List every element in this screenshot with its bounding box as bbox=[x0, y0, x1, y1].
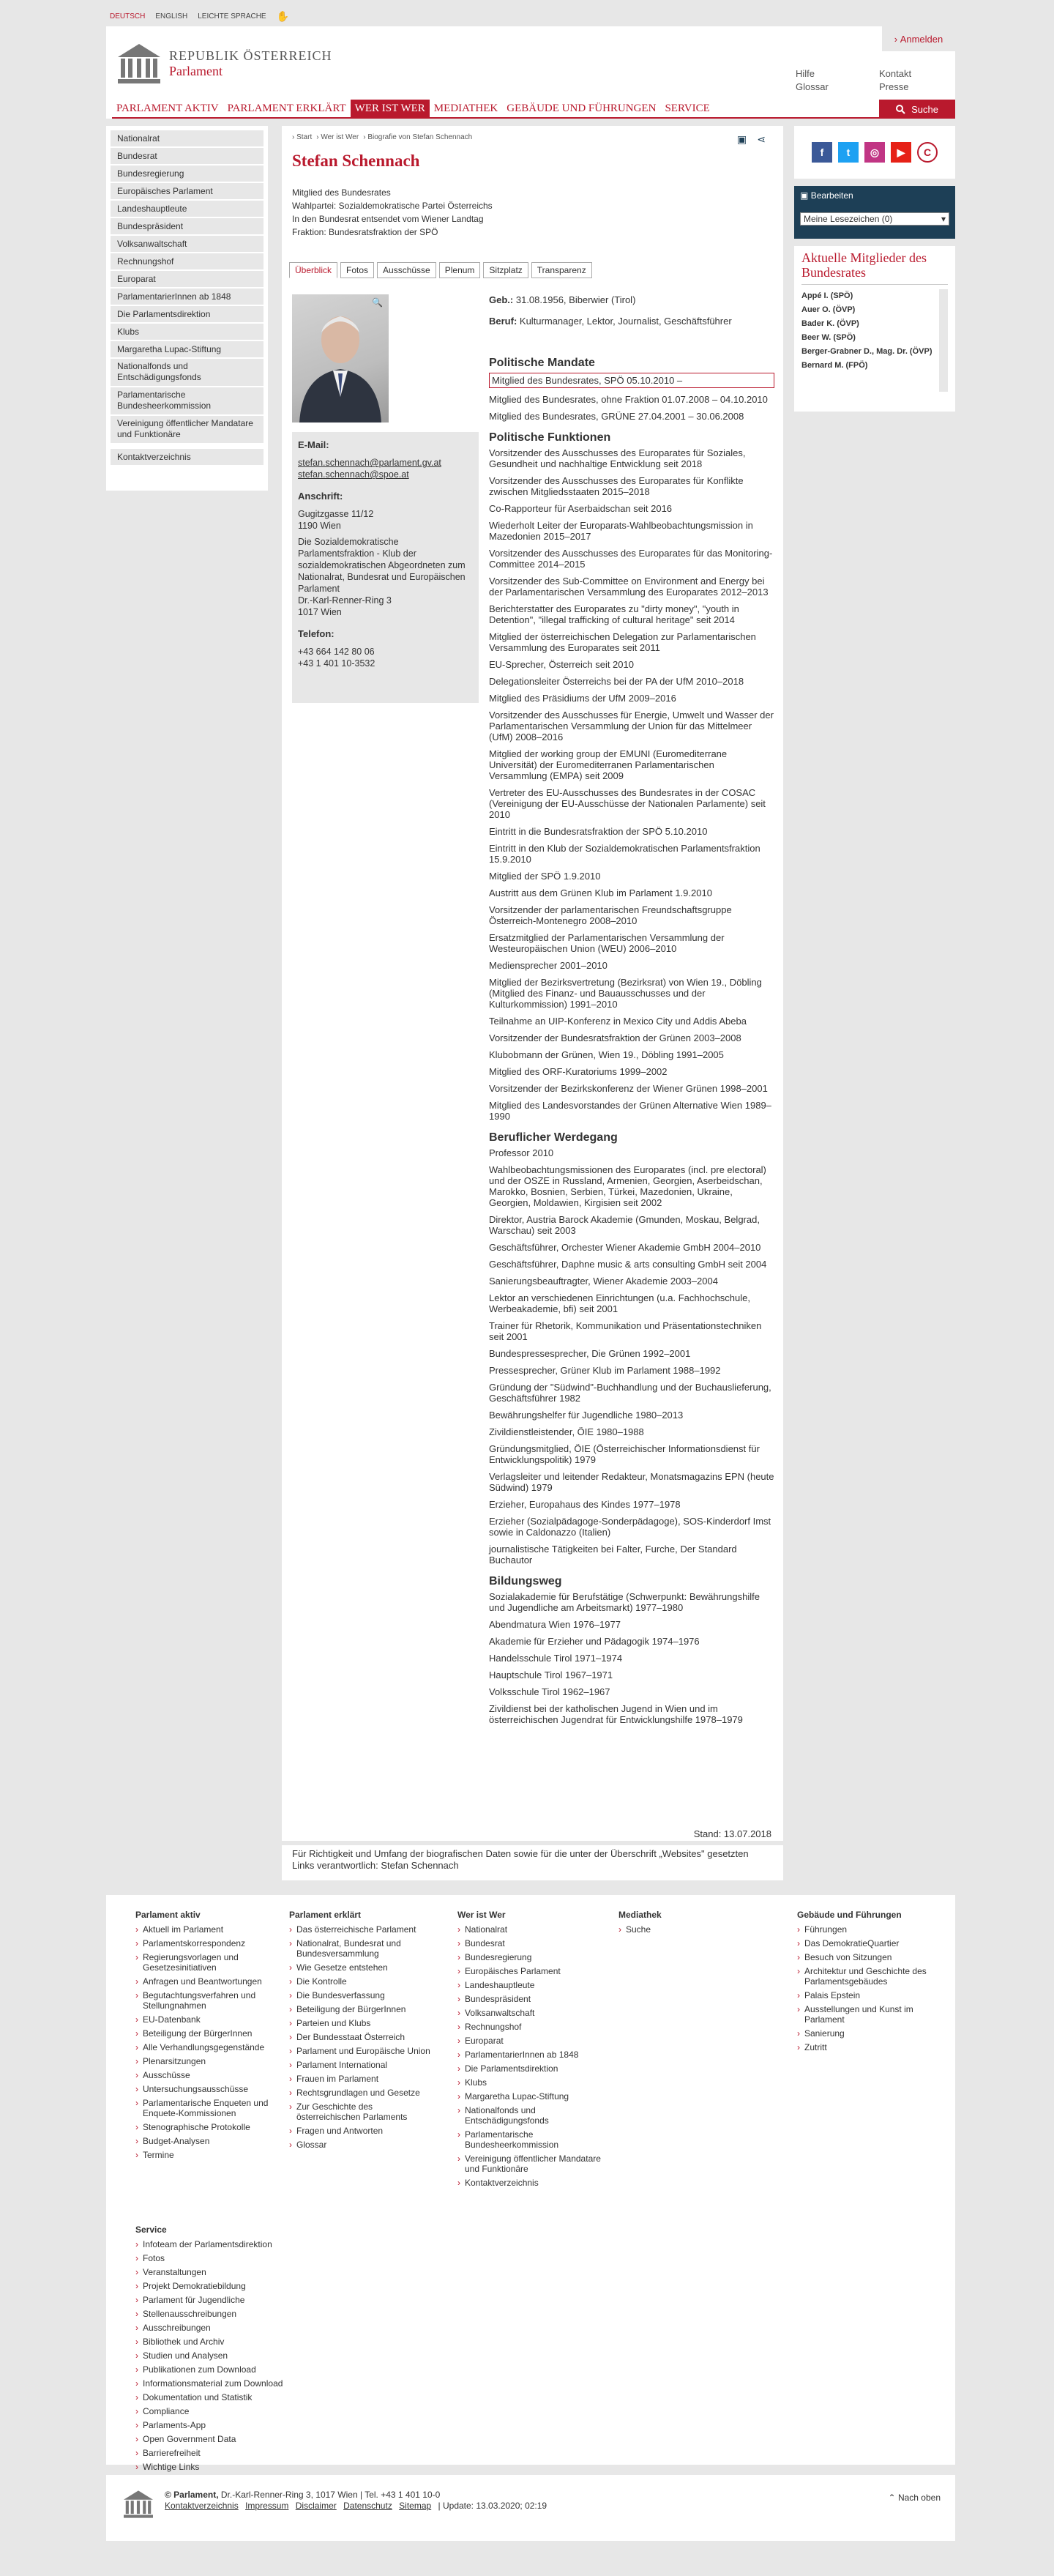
breadcrumb-item: › Biografie von Stefan Schennach bbox=[363, 133, 473, 141]
footer-link[interactable]: › Barrierefreiheit bbox=[135, 2448, 296, 2458]
function-item: Klubobmann der Grünen, Wien 19., Döbling 1991–2005 bbox=[489, 1049, 724, 1060]
edit-box bbox=[794, 186, 955, 239]
footer-link[interactable]: › Ausschüsse bbox=[135, 2070, 282, 2080]
address-line: 1190 Wien bbox=[298, 521, 341, 531]
header bbox=[106, 26, 955, 119]
job-value: Kulturmanager, Lektor, Journalist, Geschäftsführer bbox=[519, 316, 732, 327]
career-item: Geschäftsführer, Orchester Wiener Akademie GmbH 2004–2010 bbox=[489, 1242, 761, 1253]
members-title: Aktuelle Mitglieder des Bundesrates bbox=[801, 250, 948, 285]
career-item: Wahlbeobachtungsmissionen des Europarates (incl. pre electoral) und der OSZE in Russland, Armenien, Georgien, Aserbeidschan, Marokko, Bosnien, Serbien, Türkei, Mazedonien, Ukraine, Georgien, Moldawien, Kirgisien seit 2002 bbox=[489, 1164, 766, 1208]
contact-link[interactable]: Kontakt bbox=[879, 68, 912, 79]
footer-link[interactable]: › Anfragen und Beantwortungen bbox=[135, 1976, 282, 1987]
address-label: Anschrift: bbox=[298, 491, 343, 502]
address-line: Dr.-Karl-Renner-Ring 3, 1017 Wien | Tel. +43 1 401 10-0 bbox=[220, 2490, 441, 2500]
function-item: EU-Sprecher, Österreich seit 2010 bbox=[489, 659, 634, 670]
member-item[interactable]: Berger-Grabner D., Mag. Dr. (ÖVP) bbox=[801, 347, 932, 356]
sidebar-item[interactable]: Europarat bbox=[111, 271, 264, 287]
footer-link[interactable]: › Parteien und Klubs bbox=[289, 2018, 436, 2028]
service-links-2 bbox=[879, 67, 911, 94]
education-item: Akademie für Erzieher und Pädagogik 1974–1976 bbox=[489, 1636, 700, 1647]
sidebar-item[interactable]: Nationalfonds und Entschädigungsfonds bbox=[111, 359, 264, 386]
function-item: Mitglied der working group der EMUNI (Euromediterrane Universität) der Euromediterranen Parlamentarischen Versammlung (EMPA) seit 2009 bbox=[489, 748, 728, 781]
app-icon[interactable]: C bbox=[917, 142, 938, 163]
career-item: Direktor, Austria Barock Akademie (Gmunden, Moskau, Belgrad, Warschau) seit 2003 bbox=[489, 1214, 760, 1236]
footer-link[interactable]: › Ausstellungen und Kunst im Parlament bbox=[797, 2004, 943, 2025]
link-privacy[interactable]: Datenschutz bbox=[343, 2501, 392, 2511]
career-item: Sanierungsbeauftragter, Wiener Akademie 2003–2004 bbox=[489, 1276, 718, 1287]
footer-link[interactable]: › Europäisches Parlament bbox=[457, 1966, 604, 1976]
footer-link[interactable]: › Fragen und Antworten bbox=[289, 2126, 436, 2136]
biography bbox=[489, 294, 774, 1731]
sidebar-item[interactable]: Landeshauptleute bbox=[111, 201, 264, 217]
footer-col-aktiv bbox=[135, 1910, 282, 2164]
footer-link[interactable]: › Aktuell im Parlament bbox=[135, 1924, 282, 1935]
reading-list-value: Meine Lesezeichen (0) bbox=[804, 214, 893, 224]
functions-heading: Politische Funktionen bbox=[489, 431, 611, 444]
footer-link[interactable]: › Parlament für Jugendliche bbox=[135, 2295, 296, 2305]
update-date: | Update: 13.03.2020; 02:19 bbox=[438, 2501, 547, 2511]
footer-link[interactable]: › Suche bbox=[618, 1924, 765, 1935]
footer-link[interactable]: › EU-Datenbank bbox=[135, 2014, 282, 2025]
sidebar-item[interactable]: Volksanwaltschaft bbox=[111, 236, 264, 252]
function-item: Eintritt in den Klub der Sozialdemokratischen Parlamentsfraktion 15.9.2010 bbox=[489, 843, 760, 865]
function-item: Wiederholt Leiter der Europarats-Wahlbeobachtungsmission in Mazedonien 2015–2017 bbox=[489, 520, 753, 542]
email-link[interactable]: stefan.schennach@spoe.at bbox=[298, 469, 409, 480]
footer-link[interactable]: › Parlaments-App bbox=[135, 2420, 296, 2430]
footer-link[interactable]: › Publikationen zum Download bbox=[135, 2364, 296, 2375]
intro-line: Mitglied des Bundesrates bbox=[292, 187, 391, 198]
career-item: Gründung der "Südwind"-Buchhandlung und der Buchauslieferung, Geschäftsführer 1982 bbox=[489, 1382, 771, 1404]
mandate-heading: Politische Mandate bbox=[489, 357, 595, 369]
footer-link[interactable]: › Nationalrat bbox=[457, 1924, 604, 1935]
back-to-top-label: Nach oben bbox=[897, 2493, 941, 2503]
service-links-1 bbox=[796, 67, 829, 94]
footer-link[interactable]: › Besuch von Sitzungen bbox=[797, 1952, 943, 1962]
footer-link[interactable]: › Veranstaltungen bbox=[135, 2267, 296, 2277]
footer-link[interactable]: › Architektur und Geschichte des Parlamentsgebäudes bbox=[797, 1966, 943, 1987]
footer-link[interactable]: › Sanierung bbox=[797, 2028, 943, 2039]
reading-list-select[interactable] bbox=[800, 212, 949, 226]
born-label: Geb.: bbox=[489, 294, 514, 305]
function-item: Mediensprecher 2001–2010 bbox=[489, 960, 608, 971]
function-item: Eintritt in die Bundesratsfraktion der SPÖ 5.10.2010 bbox=[489, 826, 708, 837]
footer-link[interactable]: › Informationsmaterial zum Download bbox=[135, 2378, 296, 2389]
footer-links bbox=[289, 1924, 436, 2150]
footer-link[interactable]: › Bibliothek und Archiv bbox=[135, 2337, 296, 2347]
login-button[interactable] bbox=[882, 26, 955, 51]
breadcrumb-item[interactable]: › Start bbox=[292, 133, 313, 141]
born-value: 31.08.1956, Biberwier (Tirol) bbox=[515, 294, 636, 305]
breadcrumb-label: Biografie von Stefan Schennach bbox=[367, 133, 473, 141]
job-label: Beruf: bbox=[489, 316, 517, 327]
nav-parlament-erklaert[interactable]: PARLAMENT ERKLÄRT bbox=[227, 103, 346, 114]
career-heading: Beruflicher Werdegang bbox=[489, 1131, 618, 1144]
mandate-item: Mitglied des Bundesrates, SPÖ 05.10.2010 – bbox=[489, 373, 774, 388]
footer-link[interactable]: › Alle Verhandlungsgegenstände bbox=[135, 2042, 282, 2052]
footer-link[interactable]: › Vereinigung öffentlicher Mandatare und Funktionäre bbox=[457, 2154, 604, 2174]
career-item: Lektor an verschiedenen Einrichtungen (u.a. Fachhochschule, Werbeakademie, bfi) seit 2001 bbox=[489, 1292, 750, 1314]
footer-link[interactable]: › Studien und Analysen bbox=[135, 2350, 296, 2361]
sidebar-item[interactable]: Bundespräsident bbox=[111, 218, 264, 234]
tab-plenum[interactable]: Plenum bbox=[439, 262, 481, 278]
functions-list bbox=[489, 447, 774, 1122]
career-item: Pressesprecher, Grüner Klub im Parlament 1988–1992 bbox=[489, 1365, 721, 1376]
education-item: Sozialakademie für Berufstätige (Schwerpunkt: Bewährungshilfe und Jugendliche am Arbeitsmarkt) 1977–1980 bbox=[489, 1591, 760, 1613]
education-item: Hauptschule Tirol 1967–1971 bbox=[489, 1669, 613, 1680]
sign-language-icon[interactable]: ✋ bbox=[276, 10, 290, 22]
function-item: Vorsitzender des Ausschusses für Energie, Umwelt und Wasser der Parlamentarischen Versammlung der Union für das Mittelmeer (UfM) 2008–2016 bbox=[489, 710, 774, 742]
stand-date: Stand: 13.07.2018 bbox=[693, 1828, 771, 1839]
career-item: Geschäftsführer, Daphne music & arts consulting GmbH seit 2004 bbox=[489, 1259, 767, 1270]
footer-links bbox=[797, 1924, 943, 2052]
lang-deutsch[interactable]: DEUTSCH bbox=[110, 12, 146, 21]
function-item: Mitglied des Landesvorstandes der Grünen Alternative Wien 1989–1990 bbox=[489, 1100, 771, 1122]
function-item: Mitglied des ORF-Kuratoriums 1999–2002 bbox=[489, 1066, 668, 1077]
function-item: Ersatzmitglied der Parlamentarischen Versammlung der Westeuropäischen Union (WEU) 2006–2010 bbox=[489, 932, 725, 954]
instagram-icon[interactable]: ◎ bbox=[864, 142, 885, 163]
lang-english[interactable]: ENGLISH bbox=[155, 12, 188, 21]
nav-mediathek[interactable]: MEDIATHEK bbox=[433, 103, 498, 114]
footer-links bbox=[618, 1924, 765, 1935]
career-item: Bundespressesprecher, Die Grünen 1992–2001 bbox=[489, 1348, 691, 1359]
responsibility-note: Für Richtigkeit und Umfang der biografischen Daten sowie für die unter der Überschrift „Websites" gesetzten Links verantwortlich: Stefan Schennach bbox=[282, 1845, 783, 1880]
glossary-link[interactable]: Glossar bbox=[796, 81, 829, 92]
breadcrumb-label: Wer ist Wer bbox=[321, 133, 359, 141]
job-line bbox=[489, 316, 774, 327]
career-item: Bewährungshelfer für Jugendliche 1980–2013 bbox=[489, 1410, 684, 1421]
footer-col-gebaeude bbox=[797, 1910, 943, 2056]
function-item: Vorsitzender der parlamentarischen Freundschaftsgruppe Österreich-Montenegro 2008–2010 bbox=[489, 904, 732, 926]
logo-line2: Parlament bbox=[169, 64, 223, 78]
social-box bbox=[794, 126, 955, 179]
footer-link[interactable]: › Stellenausschreibungen bbox=[135, 2309, 296, 2319]
education-list bbox=[489, 1591, 774, 1725]
footer-link[interactable]: › Palais Epstein bbox=[797, 1990, 943, 2000]
main-content bbox=[282, 126, 783, 1841]
phone-label: Telefon: bbox=[298, 628, 334, 639]
member-item[interactable]: Beer W. (SPÖ) bbox=[801, 333, 856, 342]
sidebar-item[interactable]: Kontaktverzeichnis bbox=[111, 449, 264, 465]
footer-link[interactable]: › Begutachtungsverfahren und Stellungnahmen bbox=[135, 1990, 282, 2011]
career-item: Trainer für Rhetorik, Kommunikation und Präsentationstechniken seit 2001 bbox=[489, 1320, 762, 1342]
footer-link[interactable]: › Zur Geschichte des österreichischen Parlaments bbox=[289, 2102, 436, 2122]
search-icon bbox=[896, 105, 905, 114]
login-label: Anmelden bbox=[900, 33, 943, 45]
facebook-icon[interactable]: f bbox=[812, 142, 832, 163]
footer-link[interactable]: › Das österreichische Parlament bbox=[289, 1924, 436, 1935]
function-item: Vorsitzender des Ausschusses des Europarates für das Monitoring-Committee 2014–2015 bbox=[489, 548, 773, 570]
footer-link[interactable]: › Plenarsitzungen bbox=[135, 2056, 282, 2066]
footer-col-service bbox=[135, 2225, 296, 2476]
tabs bbox=[289, 262, 592, 278]
link-disclaimer[interactable]: Disclaimer bbox=[295, 2501, 337, 2511]
footer-link[interactable]: › Rechtsgrundlagen und Gesetze bbox=[289, 2088, 436, 2098]
sidebar-item[interactable]: Nationalrat bbox=[111, 130, 264, 146]
footer-link[interactable]: › Parlament und Europäische Union bbox=[289, 2046, 436, 2056]
footer-link[interactable]: › Termine bbox=[135, 2150, 282, 2160]
footer-link[interactable]: › Bundespräsident bbox=[457, 1994, 604, 2004]
education-item: Volksschule Tirol 1962–1967 bbox=[489, 1686, 610, 1697]
footer-col-erklaert bbox=[289, 1910, 436, 2154]
phone-number: +43 664 142 80 06 bbox=[298, 647, 375, 657]
footer-link[interactable]: › Bundesrat bbox=[457, 1938, 604, 1948]
footer-link[interactable]: › Die Bundesverfassung bbox=[289, 1990, 436, 2000]
footer-link[interactable]: › Die Parlamentsdirektion bbox=[457, 2063, 604, 2074]
function-item: Vorsitzender des Ausschusses des Europarates für Konflikte zwischen Mitgliedsstaaten 2015–2018 bbox=[489, 475, 744, 497]
footer-link[interactable]: › Parlamentarische Enqueten und Enquete-Kommissionen bbox=[135, 2098, 282, 2118]
email-link[interactable]: stefan.schennach@parlament.gv.at bbox=[298, 458, 441, 468]
footer-col-title: Parlament aktiv bbox=[135, 1910, 201, 1920]
sidebar-item[interactable]: Klubs bbox=[111, 324, 264, 340]
function-item: Mitglied der österreichischen Delegation zur Parlamentarischen Versammlung des Europarates seit 2011 bbox=[489, 631, 756, 653]
career-list bbox=[489, 1147, 774, 1566]
function-item: Vertreter des EU-Ausschusses des Bundesrates in der COSAC (Vereinigung der EU-Ausschüsse der Nationalen Parlamente) seit 2010 bbox=[489, 787, 766, 820]
members-box bbox=[794, 246, 955, 412]
member-item[interactable]: Bader K. (ÖVP) bbox=[801, 319, 859, 328]
footer-link[interactable]: › Ausschreibungen bbox=[135, 2323, 296, 2333]
tab-committees[interactable]: Ausschüsse bbox=[377, 262, 436, 278]
intro-line: In den Bundesrat entsendet vom Wiener Landtag bbox=[292, 214, 484, 224]
tab-seat[interactable]: Sitzplatz bbox=[483, 262, 528, 278]
nav-service[interactable]: SERVICE bbox=[665, 103, 710, 114]
footer-link[interactable]: › Fotos bbox=[135, 2253, 296, 2263]
mandate-list bbox=[489, 373, 774, 422]
function-item: Vorsitzender des Sub-Committee on Environment and Energy bei der Parlamentarischen Versammlung des Europarates 2012–2013 bbox=[489, 576, 769, 598]
function-item: Mitglied der Bezirksvertretung (Bezirksrat) von Wien 19., Döbling (Mitglied des Finanz- und Bauausschusses und der Kulturkommission) 1991–2010 bbox=[489, 977, 762, 1010]
sidebar-item[interactable]: Vereinigung öffentlicher Mandatare und Funktionäre bbox=[111, 416, 264, 443]
right-sidebar bbox=[794, 126, 955, 412]
footer-link[interactable]: › Zutritt bbox=[797, 2042, 943, 2052]
footer-link[interactable]: › Volksanwaltschaft bbox=[457, 2008, 604, 2018]
footer-link[interactable]: › Landeshauptleute bbox=[457, 1980, 604, 1990]
career-item: Professor 2010 bbox=[489, 1147, 554, 1158]
footer-col-title: Mediathek bbox=[618, 1910, 662, 1920]
footer-link[interactable]: › Wie Gesetze entstehen bbox=[289, 1962, 436, 1973]
parliament-logo-icon bbox=[116, 42, 162, 85]
footer-link[interactable]: › Stenographische Protokolle bbox=[135, 2122, 282, 2132]
footer-link[interactable]: › Nationalfonds und Entschädigungsfonds bbox=[457, 2105, 604, 2126]
footer-link[interactable]: › Glossar bbox=[289, 2140, 436, 2150]
sidebar-item[interactable]: Parlamentarische Bundesheerkommission bbox=[111, 387, 264, 414]
career-item: journalistische Tätigkeiten bei Falter, Furche, Der Standard Buchautor bbox=[489, 1544, 737, 1566]
footer-links bbox=[135, 1924, 282, 2160]
twitter-icon[interactable]: t bbox=[838, 142, 859, 163]
contact-box bbox=[292, 432, 479, 703]
footer-link[interactable]: › Open Government Data bbox=[135, 2434, 296, 2444]
zoom-icon[interactable]: 🔍 bbox=[372, 297, 383, 308]
function-item: Vorsitzender des Ausschusses des Europarates für Soziales, Gesundheit und nachhaltige Entwicklung seit 2018 bbox=[489, 447, 746, 469]
footer-col-title: Parlament erklärt bbox=[289, 1910, 362, 1920]
function-item: Vorsitzender der Bundesratsfraktion der Grünen 2003–2008 bbox=[489, 1032, 741, 1043]
tab-overview[interactable]: Überblick bbox=[289, 262, 337, 278]
logo[interactable] bbox=[116, 42, 332, 85]
intro-line: Fraktion: Bundesratsfraktion der SPÖ bbox=[292, 227, 438, 237]
footer-link[interactable]: › Parlamentarische Bundesheerkommission bbox=[457, 2129, 604, 2150]
sidebar-item[interactable]: Bundesregierung bbox=[111, 165, 264, 182]
address-line: Die Sozialdemokratische Parlamentsfraktion - Klub der sozialdemokratischen Abgeordneten zum Nationalrat, Bundesrat und Europäischen Parlament bbox=[298, 537, 466, 594]
footer-link[interactable]: › Führungen bbox=[797, 1924, 943, 1935]
function-item: Austritt aus dem Grünen Klub im Parlament 1.9.2010 bbox=[489, 887, 712, 898]
footer-link[interactable]: › Die Kontrolle bbox=[289, 1976, 436, 1987]
link-imprint[interactable]: Impressum bbox=[245, 2501, 289, 2511]
back-to-top[interactable] bbox=[889, 2493, 941, 2503]
nav-wer-ist-wer[interactable]: WER IST WER bbox=[351, 100, 430, 117]
footer-link[interactable]: › Das DemokratieQuartier bbox=[797, 1938, 943, 1948]
education-item: Abendmatura Wien 1976–1977 bbox=[489, 1619, 621, 1630]
footer-address bbox=[165, 2490, 547, 2512]
member-item[interactable]: Auer O. (ÖVP) bbox=[801, 305, 856, 314]
members-list[interactable] bbox=[801, 289, 948, 392]
chevron-right-icon: › bbox=[894, 33, 900, 45]
bottom-bar bbox=[106, 2475, 955, 2541]
footer-col-title: Gebäude und Führungen bbox=[797, 1910, 902, 1920]
portrait-photo[interactable] bbox=[292, 294, 389, 422]
footer-link[interactable]: › Europarat bbox=[457, 2036, 604, 2046]
footer-link[interactable]: › Beteiligung der BürgerInnen bbox=[135, 2028, 282, 2039]
breadcrumb-label: Start bbox=[296, 133, 313, 141]
bookmark-icon[interactable]: ▣ bbox=[737, 133, 747, 145]
legal-links bbox=[165, 2501, 547, 2512]
footer-link[interactable]: › Der Bundesstaat Österreich bbox=[289, 2032, 436, 2042]
page-title: Stefan Schennach bbox=[292, 152, 420, 170]
email-label: E-Mail: bbox=[298, 439, 329, 450]
member-item[interactable]: Bernard M. (FPÖ) bbox=[801, 361, 868, 370]
function-item: Mitglied des Präsidiums der UfM 2009–2016 bbox=[489, 693, 676, 704]
sidebar-item[interactable]: Bundesrat bbox=[111, 148, 264, 164]
footer-links bbox=[457, 1924, 604, 2188]
footer-col-title: Wer ist Wer bbox=[457, 1910, 506, 1920]
nav-gebaeude[interactable]: GEBÄUDE UND FÜHRUNGEN bbox=[507, 103, 657, 114]
intro-line: Wahlpartei: Sozialdemokratische Partei Österreichs bbox=[292, 201, 493, 211]
born-line bbox=[489, 294, 774, 305]
footer-link[interactable]: › Parlamentskorrespondenz bbox=[135, 1938, 282, 1948]
main-nav bbox=[112, 100, 955, 119]
footer-col-title: Service bbox=[135, 2225, 167, 2235]
function-item: Co-Rapporteur für Aserbaidschan seit 2016 bbox=[489, 503, 673, 514]
language-bar bbox=[106, 0, 955, 26]
page-tools bbox=[737, 133, 766, 146]
sidebar-item[interactable]: Rechnungshof bbox=[111, 253, 264, 269]
footer-link[interactable]: › Untersuchungsausschüsse bbox=[135, 2084, 282, 2094]
press-link[interactable]: Presse bbox=[879, 81, 909, 92]
address-line: 1017 Wien bbox=[298, 607, 342, 617]
function-item: Teilnahme an UIP-Konferenz in Mexico City und Addis Abeba bbox=[489, 1016, 747, 1027]
footer-links bbox=[135, 2239, 296, 2472]
career-item: Verlagsleiter und leitender Redakteur, Monatsmagazins EPN (heute Südwind) 1979 bbox=[489, 1471, 774, 1493]
phone-number: +43 1 401 10-3532 bbox=[298, 658, 375, 669]
footer-link[interactable]: › Dokumentation und Statistik bbox=[135, 2392, 296, 2402]
tab-transparency[interactable]: Transparenz bbox=[531, 262, 592, 278]
link-contact-directory[interactable]: Kontaktverzeichnis bbox=[165, 2501, 239, 2511]
footer-link[interactable]: › Compliance bbox=[135, 2406, 296, 2416]
logo-line1: REPUBLIK ÖSTERREICH bbox=[169, 48, 332, 63]
footer-link[interactable]: › Regierungsvorlagen und Gesetzesinitiativen bbox=[135, 1952, 282, 1973]
footer-link[interactable]: › Projekt Demokratiebildung bbox=[135, 2281, 296, 2291]
footer-col-mediathek bbox=[618, 1910, 765, 1938]
copyright: © Parlament, bbox=[165, 2490, 219, 2500]
footer-link[interactable]: › Beteiligung der BürgerInnen bbox=[289, 2004, 436, 2014]
sidebar bbox=[106, 126, 268, 491]
breadcrumb-item[interactable]: › Wer ist Wer bbox=[316, 133, 359, 141]
education-item: Handelsschule Tirol 1971–1974 bbox=[489, 1653, 623, 1664]
edit-header[interactable] bbox=[800, 190, 949, 201]
intro bbox=[292, 186, 493, 239]
breadcrumb bbox=[292, 133, 472, 141]
mandate-item: Mitglied des Bundesrates, ohne Fraktion 01.07.2008 – 04.10.2010 bbox=[489, 394, 768, 405]
lang-easy[interactable]: LEICHTE SPRACHE bbox=[198, 12, 266, 21]
footer-link[interactable]: › ParlamentarierInnen ab 1848 bbox=[457, 2050, 604, 2060]
footer-link[interactable]: › Bundesregierung bbox=[457, 1952, 604, 1962]
youtube-icon[interactable]: ▶ bbox=[891, 142, 911, 163]
career-item: Erzieher, Europahaus des Kindes 1977–1978 bbox=[489, 1499, 681, 1510]
chevron-down-icon: ▾ bbox=[941, 214, 946, 224]
edit-title: Bearbeiten bbox=[810, 190, 853, 201]
address-line: Dr.-Karl-Renner-Ring 3 bbox=[298, 595, 392, 606]
education-item: Zivildienst bei der katholischen Jugend in Wien und im österreichischen Jugendrat für Entwicklungshilfe 1978–1979 bbox=[489, 1703, 743, 1725]
footer-col-wer bbox=[457, 1910, 604, 2192]
footer-link[interactable]: › Infoteam der Parlamentsdirektion bbox=[135, 2239, 296, 2249]
share-icon[interactable]: ⋖ bbox=[757, 133, 766, 145]
function-item: Delegationsleiter Österreichs bei der PA der UfM 2010–2018 bbox=[489, 676, 744, 687]
parliament-logo-icon bbox=[122, 2490, 154, 2519]
search-button[interactable] bbox=[879, 100, 955, 119]
bookmark-icon: ▣ bbox=[800, 190, 809, 201]
education-heading: Bildungsweg bbox=[489, 1575, 562, 1587]
function-item: Mitglied der SPÖ 1.9.2010 bbox=[489, 871, 601, 882]
career-item: Zivildienstleistender, ÖIE 1980–1988 bbox=[489, 1426, 644, 1437]
sidebar-item[interactable]: Die Parlamentsdirektion bbox=[111, 306, 264, 322]
career-item: Erzieher (Sozialpädagoge-Sonderpädagoge), SOS-Kinderdorf Imst sowie in Caldonazzo (Italien) bbox=[489, 1516, 771, 1538]
address-line: Gugitzgasse 11/12 bbox=[298, 509, 374, 519]
portrait-image bbox=[292, 294, 389, 422]
tab-photos[interactable]: Fotos bbox=[340, 262, 374, 278]
function-item: Berichterstatter des Europarates zu "dirty money", "youth in Detention", "illegal trafficking of cultural heritage" seit 2014 bbox=[489, 603, 739, 625]
sidebar-item[interactable]: Europäisches Parlament bbox=[111, 183, 264, 199]
function-item: Vorsitzender der Bezirkskonferenz der Wiener Grünen 1998–2001 bbox=[489, 1083, 768, 1094]
footer-link[interactable]: › Kontaktverzeichnis bbox=[457, 2178, 604, 2188]
footer-link[interactable]: › Budget-Analysen bbox=[135, 2136, 282, 2146]
footer bbox=[106, 1895, 955, 2472]
footer-link[interactable]: › Margaretha Lupac-Stiftung bbox=[457, 2091, 604, 2102]
footer-link[interactable]: › Wichtige Links bbox=[135, 2462, 296, 2472]
chevron-up-icon: ⌃ bbox=[888, 2493, 896, 2503]
help-link[interactable]: Hilfe bbox=[796, 68, 815, 79]
nav-parlament-aktiv[interactable]: PARLAMENT AKTIV bbox=[116, 103, 219, 114]
footer-link[interactable]: › Nationalrat, Bundesrat und Bundesversammlung bbox=[289, 1938, 436, 1959]
footer-link[interactable]: › Parlament International bbox=[289, 2060, 436, 2070]
link-sitemap[interactable]: Sitemap bbox=[399, 2501, 432, 2511]
footer-link[interactable]: › Rechnungshof bbox=[457, 2022, 604, 2032]
member-item[interactable]: Appé I. (SPÖ) bbox=[801, 291, 853, 300]
sidebar-item[interactable]: ParlamentarierInnen ab 1848 bbox=[111, 289, 264, 305]
career-item: Gründungsmitglied, ÖIE (Österreichischer Informationsdienst für Entwicklungspolitik) 1979 bbox=[489, 1443, 760, 1465]
mandate-item: Mitglied des Bundesrates, GRÜNE 27.04.2001 – 30.06.2008 bbox=[489, 411, 744, 422]
footer-link[interactable]: › Frauen im Parlament bbox=[289, 2074, 436, 2084]
sidebar-item[interactable]: Margaretha Lupac-Stiftung bbox=[111, 341, 264, 357]
search-label: Suche bbox=[911, 103, 938, 115]
footer-link[interactable]: › Klubs bbox=[457, 2077, 604, 2088]
